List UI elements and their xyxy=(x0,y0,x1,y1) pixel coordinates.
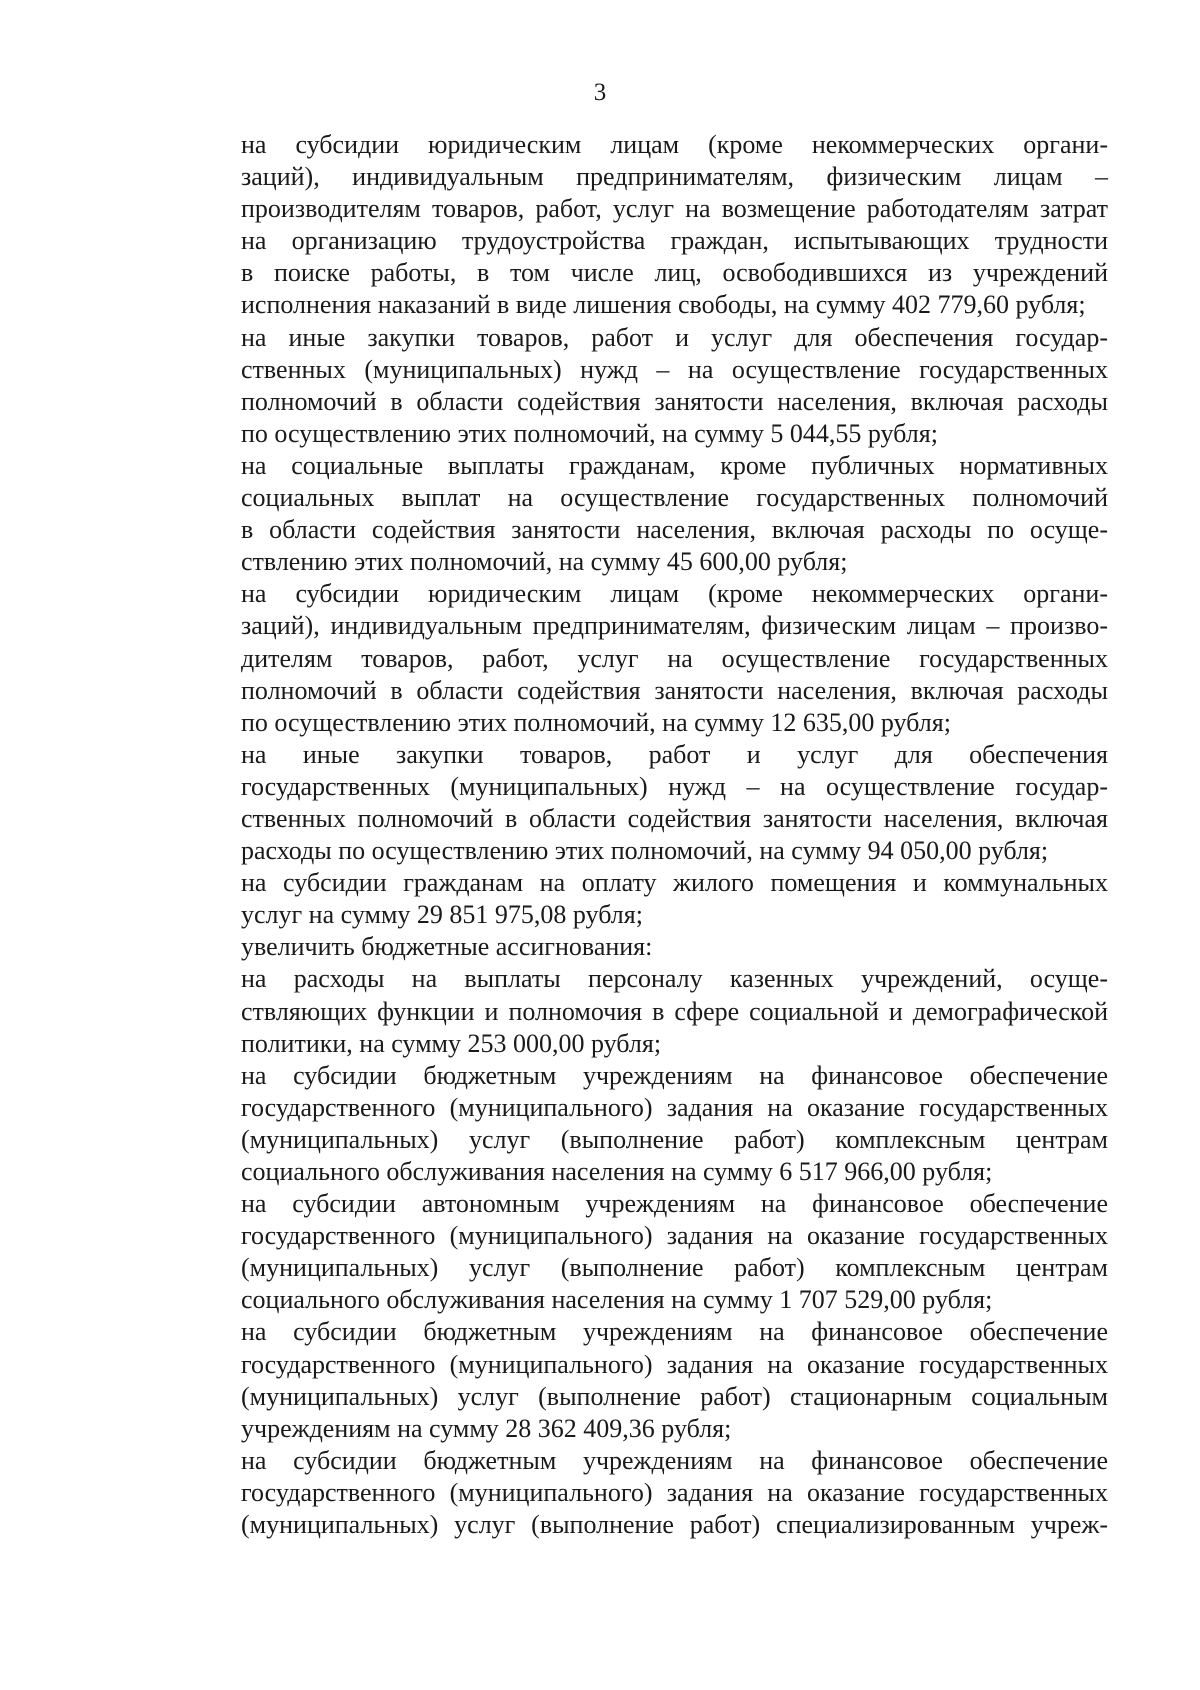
text-line: производителям товаров, работ, услуг на возмещение работодателям затрат xyxy=(241,194,1108,224)
text-line: социального обслуживания населения на сумму 6 517 966,00 рубля; xyxy=(241,1157,993,1186)
text-line: политики, на сумму 253 000,00 рубля; xyxy=(241,1028,662,1058)
text-line: полномочий в области содействия занятости населения, включая расходы xyxy=(241,675,1108,705)
paragraph xyxy=(172,1445,1108,1541)
text-line: учреждениям на сумму 28 362 409,36 рубля; xyxy=(241,1413,732,1443)
paragraph xyxy=(172,450,1108,578)
paragraph xyxy=(172,931,1108,963)
text-line: на организацию трудоустройства граждан, испытывающих трудности xyxy=(241,226,1108,256)
paragraph xyxy=(172,739,1108,867)
paragraph xyxy=(172,1316,1108,1444)
text-line: на субсидии бюджетным учреждениям на финансовое обеспечение xyxy=(241,1060,1108,1090)
text-line: по осуществлению этих полномочий, на сумму 12 635,00 рубля; xyxy=(241,707,951,737)
text-line: заций), индивидуальным предпринимателям, физическим лицам – xyxy=(241,162,1108,192)
paragraph xyxy=(172,129,1108,322)
text-line: в области содействия занятости населения, включая расходы по осуще- xyxy=(241,515,1108,545)
text-line: в поиске работы, в том числе лиц, освободившихся из учреждений xyxy=(241,258,1108,288)
text-line: увеличить бюджетные ассигнования: xyxy=(241,932,653,962)
text-line: ствлению этих полномочий, на сумму 45 600,00 рубля; xyxy=(241,547,848,577)
text-line: исполнения наказаний в виде лишения свободы, на сумму 402 779,60 рубля; xyxy=(241,290,1086,320)
text-line: на расходы на выплаты персоналу казенных учреждений, осуще- xyxy=(241,964,1108,994)
text-line: на иные закупки товаров, работ и услуг для обеспечения государ- xyxy=(241,322,1108,352)
paragraph xyxy=(172,578,1108,738)
text-line: расходы по осуществлению этих полномочий, на сумму 94 050,00 рубля; xyxy=(241,836,1049,866)
paragraph xyxy=(172,322,1108,450)
text-line: государственного (муниципального) задания на оказание государственных xyxy=(241,1092,1108,1122)
text-line: по осуществлению этих полномочий, на сумму 5 044,55 рубля; xyxy=(241,418,938,448)
text-line: на субсидии автономным учреждениям на финансовое обеспечение xyxy=(241,1189,1108,1219)
text-line: ственных (муниципальных) нужд – на осуществление государственных xyxy=(241,354,1108,384)
text-line: социальных выплат на осуществление государственных полномочий xyxy=(241,483,1108,513)
text-line: на субсидии гражданам на оплату жилого помещения и коммунальных xyxy=(241,868,1108,898)
paragraph xyxy=(172,1188,1108,1316)
text-line: государственных (муниципальных) нужд – на осуществление государ- xyxy=(241,771,1108,801)
page-number: 3 xyxy=(593,79,607,106)
text-line: (муниципальных) услуг (выполнение работ) комплексным центрам xyxy=(241,1253,1108,1283)
text-line: ствляющих функции и полномочия в сфере социальной и демографической xyxy=(241,996,1108,1026)
text-line: дителям товаров, работ, услуг на осуществление государственных xyxy=(241,643,1108,673)
text-line: на иные закупки товаров, работ и услуг для обеспечения xyxy=(241,739,1108,769)
text-line: социального обслуживания населения на сумму 1 707 529,00 рубля; xyxy=(241,1285,993,1315)
text-line: заций), индивидуальным предпринимателям, физическим лицам – произво- xyxy=(241,611,1108,641)
text-line: (муниципальных) услуг (выполнение работ) стационарным социальным xyxy=(241,1381,1108,1411)
text-line: государственного (муниципального) задания на оказание государственных xyxy=(241,1477,1108,1507)
text-line: ственных полномочий в области содействия занятости населения, включая xyxy=(241,803,1108,833)
text-line: государственного (муниципального) задания на оказание государственных xyxy=(241,1349,1108,1379)
paragraph xyxy=(172,963,1108,1059)
text-line: государственного (муниципального) задания на оказание государственных xyxy=(241,1221,1108,1251)
text-line: на субсидии бюджетным учреждениям на финансовое обеспечение xyxy=(241,1317,1108,1347)
text-line: (муниципальных) услуг (выполнение работ) комплексным центрам xyxy=(241,1124,1108,1154)
text-line: на социальные выплаты гражданам, кроме публичных нормативных xyxy=(241,450,1108,480)
paragraph xyxy=(172,1060,1108,1188)
document-body xyxy=(172,129,1108,1541)
text-line: на субсидии бюджетным учреждениям на финансовое обеспечение xyxy=(241,1445,1108,1475)
text-line: полномочий в области содействия занятости населения, включая расходы xyxy=(241,386,1108,416)
text-line: услуг на сумму 29 851 975,08 рубля; xyxy=(241,900,643,930)
text-line: на субсидии юридическим лицам (кроме некоммерческих органи- xyxy=(241,130,1108,159)
paragraph xyxy=(172,867,1108,931)
text-line: на субсидии юридическим лицам (кроме некоммерческих органи- xyxy=(241,579,1108,609)
text-line: (муниципальных) услуг (выполнение работ) специализированным учреж- xyxy=(241,1510,1108,1540)
